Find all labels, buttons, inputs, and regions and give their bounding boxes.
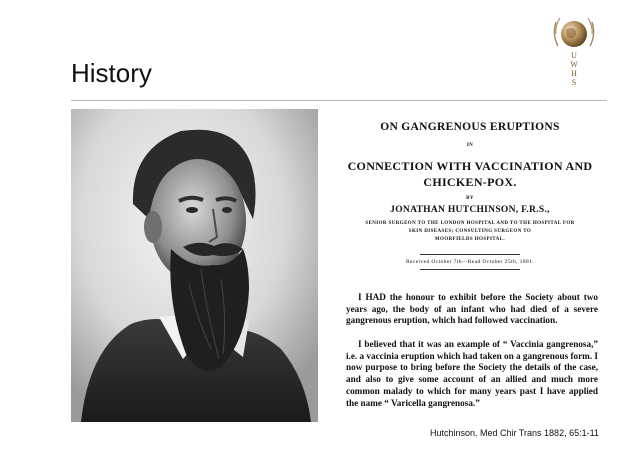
logo-letter-u: U (571, 51, 577, 60)
logo-letter-w: W (570, 60, 578, 69)
paper-title-in: IN (466, 143, 474, 148)
paper-divider-2 (420, 269, 520, 270)
paper-divider (420, 254, 520, 255)
paper-paragraph-2: I believed that it was an example of “ Vaccinia gangrenosa,” i.e. a vaccinia eruption which had taken on a gangrenous form. I now purpose to bring before the Society the details of the case, and also to give some account of an allied and much more common malady to which for many years past I have applied the name “ Varicella gangrenosa.” (346, 339, 598, 408)
paper-affiliation-1: SENIOR SURGEON TO THE LONDON HOSPITAL AND TO THE HOSPITAL FOR (365, 221, 575, 226)
paper-excerpt (327, 109, 613, 422)
paper-author: JONATHAN HUTCHINSON, F.R.S., (390, 205, 550, 215)
logo-letter-s: S (571, 78, 577, 87)
slide-title: History (71, 58, 152, 88)
society-logo (551, 12, 597, 92)
paper-received: Received October 7th—Read October 25th, 1881. (405, 259, 535, 265)
portrait-image (71, 109, 318, 422)
paper-affiliation-3: MOORFIELDS HOSPITAL. (434, 237, 506, 242)
paper-paragraph-1: I HAD the honour to exhibit before the Society about two years ago, the body of an infant who had died of a severe gangrenous eruption, which had followed vaccination. (346, 292, 598, 326)
citation: Hutchinson. Med Chir Trans 1882, 65:1-11 (430, 428, 599, 438)
logo-letter-h: H (571, 69, 577, 78)
paper-affiliation-2: SKIN DISEASES; CONSULTING SURGEON TO (408, 229, 532, 234)
paper-title-line2: CONNECTION WITH VACCINATION AND (347, 159, 593, 173)
paper-title-line1: ON GANGRENOUS ERUPTIONS (380, 121, 560, 133)
paper-title-line3: CHICKEN-POX. (423, 175, 517, 189)
paper-by: BY (466, 196, 474, 201)
title-divider (71, 100, 607, 101)
